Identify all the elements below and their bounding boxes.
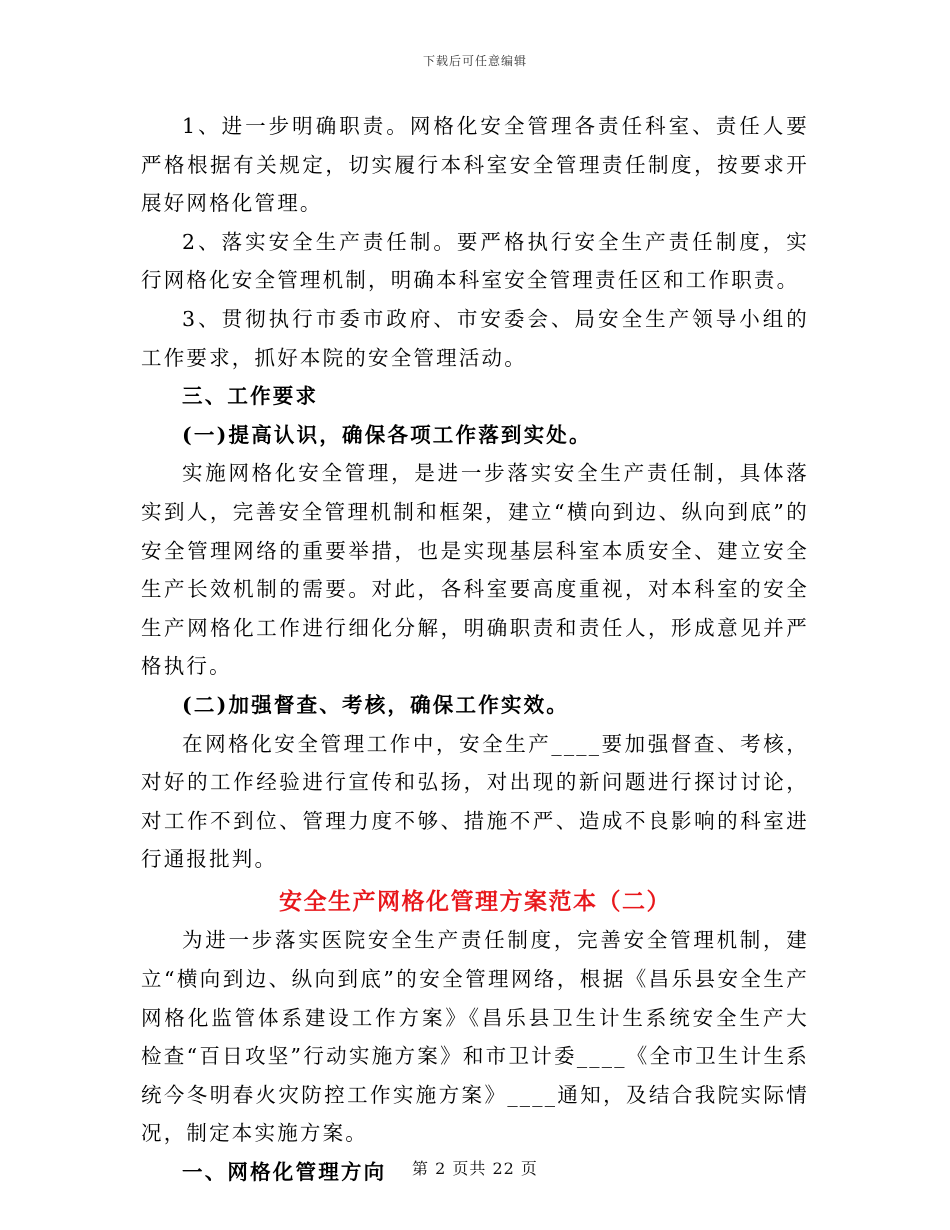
paragraph-6: 为进一步落实医院安全生产责任制度，完善安全管理机制，建立“横向到边、纵向到底”的安全管理网络，根据《昌乐县安全生产网格化监管体系建设工作方案》《昌乐县卫生计生系统安全生产大检查“百日攻坚”行动实施方案》和市卫计委____《全市卫生计生系统今冬明春火灾防控工作实施方案》____通知，及结合我院实际情况，制定本实施方案。 bbox=[141, 928, 809, 1146]
paragraph-5: 在网格化安全管理工作中，安全生产____要加强督查、考核，对好的工作经验进行宣传和弘扬，对出现的新问题进行探讨讨论，对工作不到位、管理力度不够、措施不严、造成不良影响的科室进行通报批判。 bbox=[141, 731, 809, 872]
document-body bbox=[141, 107, 809, 1192]
section-heading-work-requirements: 三、工作要求 bbox=[182, 384, 319, 409]
subheading-2: (二)加强督查、考核，确保工作实效。 bbox=[182, 692, 569, 717]
page-number: 第 2 页共 22 页 bbox=[412, 1159, 538, 1178]
paragraph-1: 1、进一步明确职责。网格化安全管理各责任科室、责任人要严格根据有关规定，切实履行本科室安全管理责任制度，按要求开展好网格化管理。 bbox=[141, 114, 809, 216]
paragraph-4: 实施网格化安全管理，是进一步落实安全生产责任制，具体落实到人，完善安全管理机制和框架，建立“横向到边、纵向到底”的安全管理网络的重要举措，也是实现基层科室本质安全、建立安全生产长效机制的需要。对此，各科室要高度重视，对本科室的安全生产网格化工作进行细化分解，明确职责和责任人，形成意见并严格执行。 bbox=[141, 461, 809, 679]
subheading-1: (一)提高认识，确保各项工作落到实处。 bbox=[182, 422, 592, 447]
document-title: 安全生产网格化管理方案范本（二） bbox=[279, 887, 671, 915]
section-heading-direction: 一、网格化管理方向 bbox=[182, 1160, 387, 1185]
paragraph-2: 2、落实安全生产责任制。要严格执行安全生产责任制度，实行网格化安全管理机制，明确本科室安全管理责任区和工作职责。 bbox=[141, 229, 809, 293]
paragraph-3: 3、贯彻执行市委市政府、市安委会、局安全生产领导小组的工作要求，抓好本院的安全管理活动。 bbox=[141, 306, 809, 370]
page-header: 下载后可任意编辑 bbox=[422, 54, 527, 68]
